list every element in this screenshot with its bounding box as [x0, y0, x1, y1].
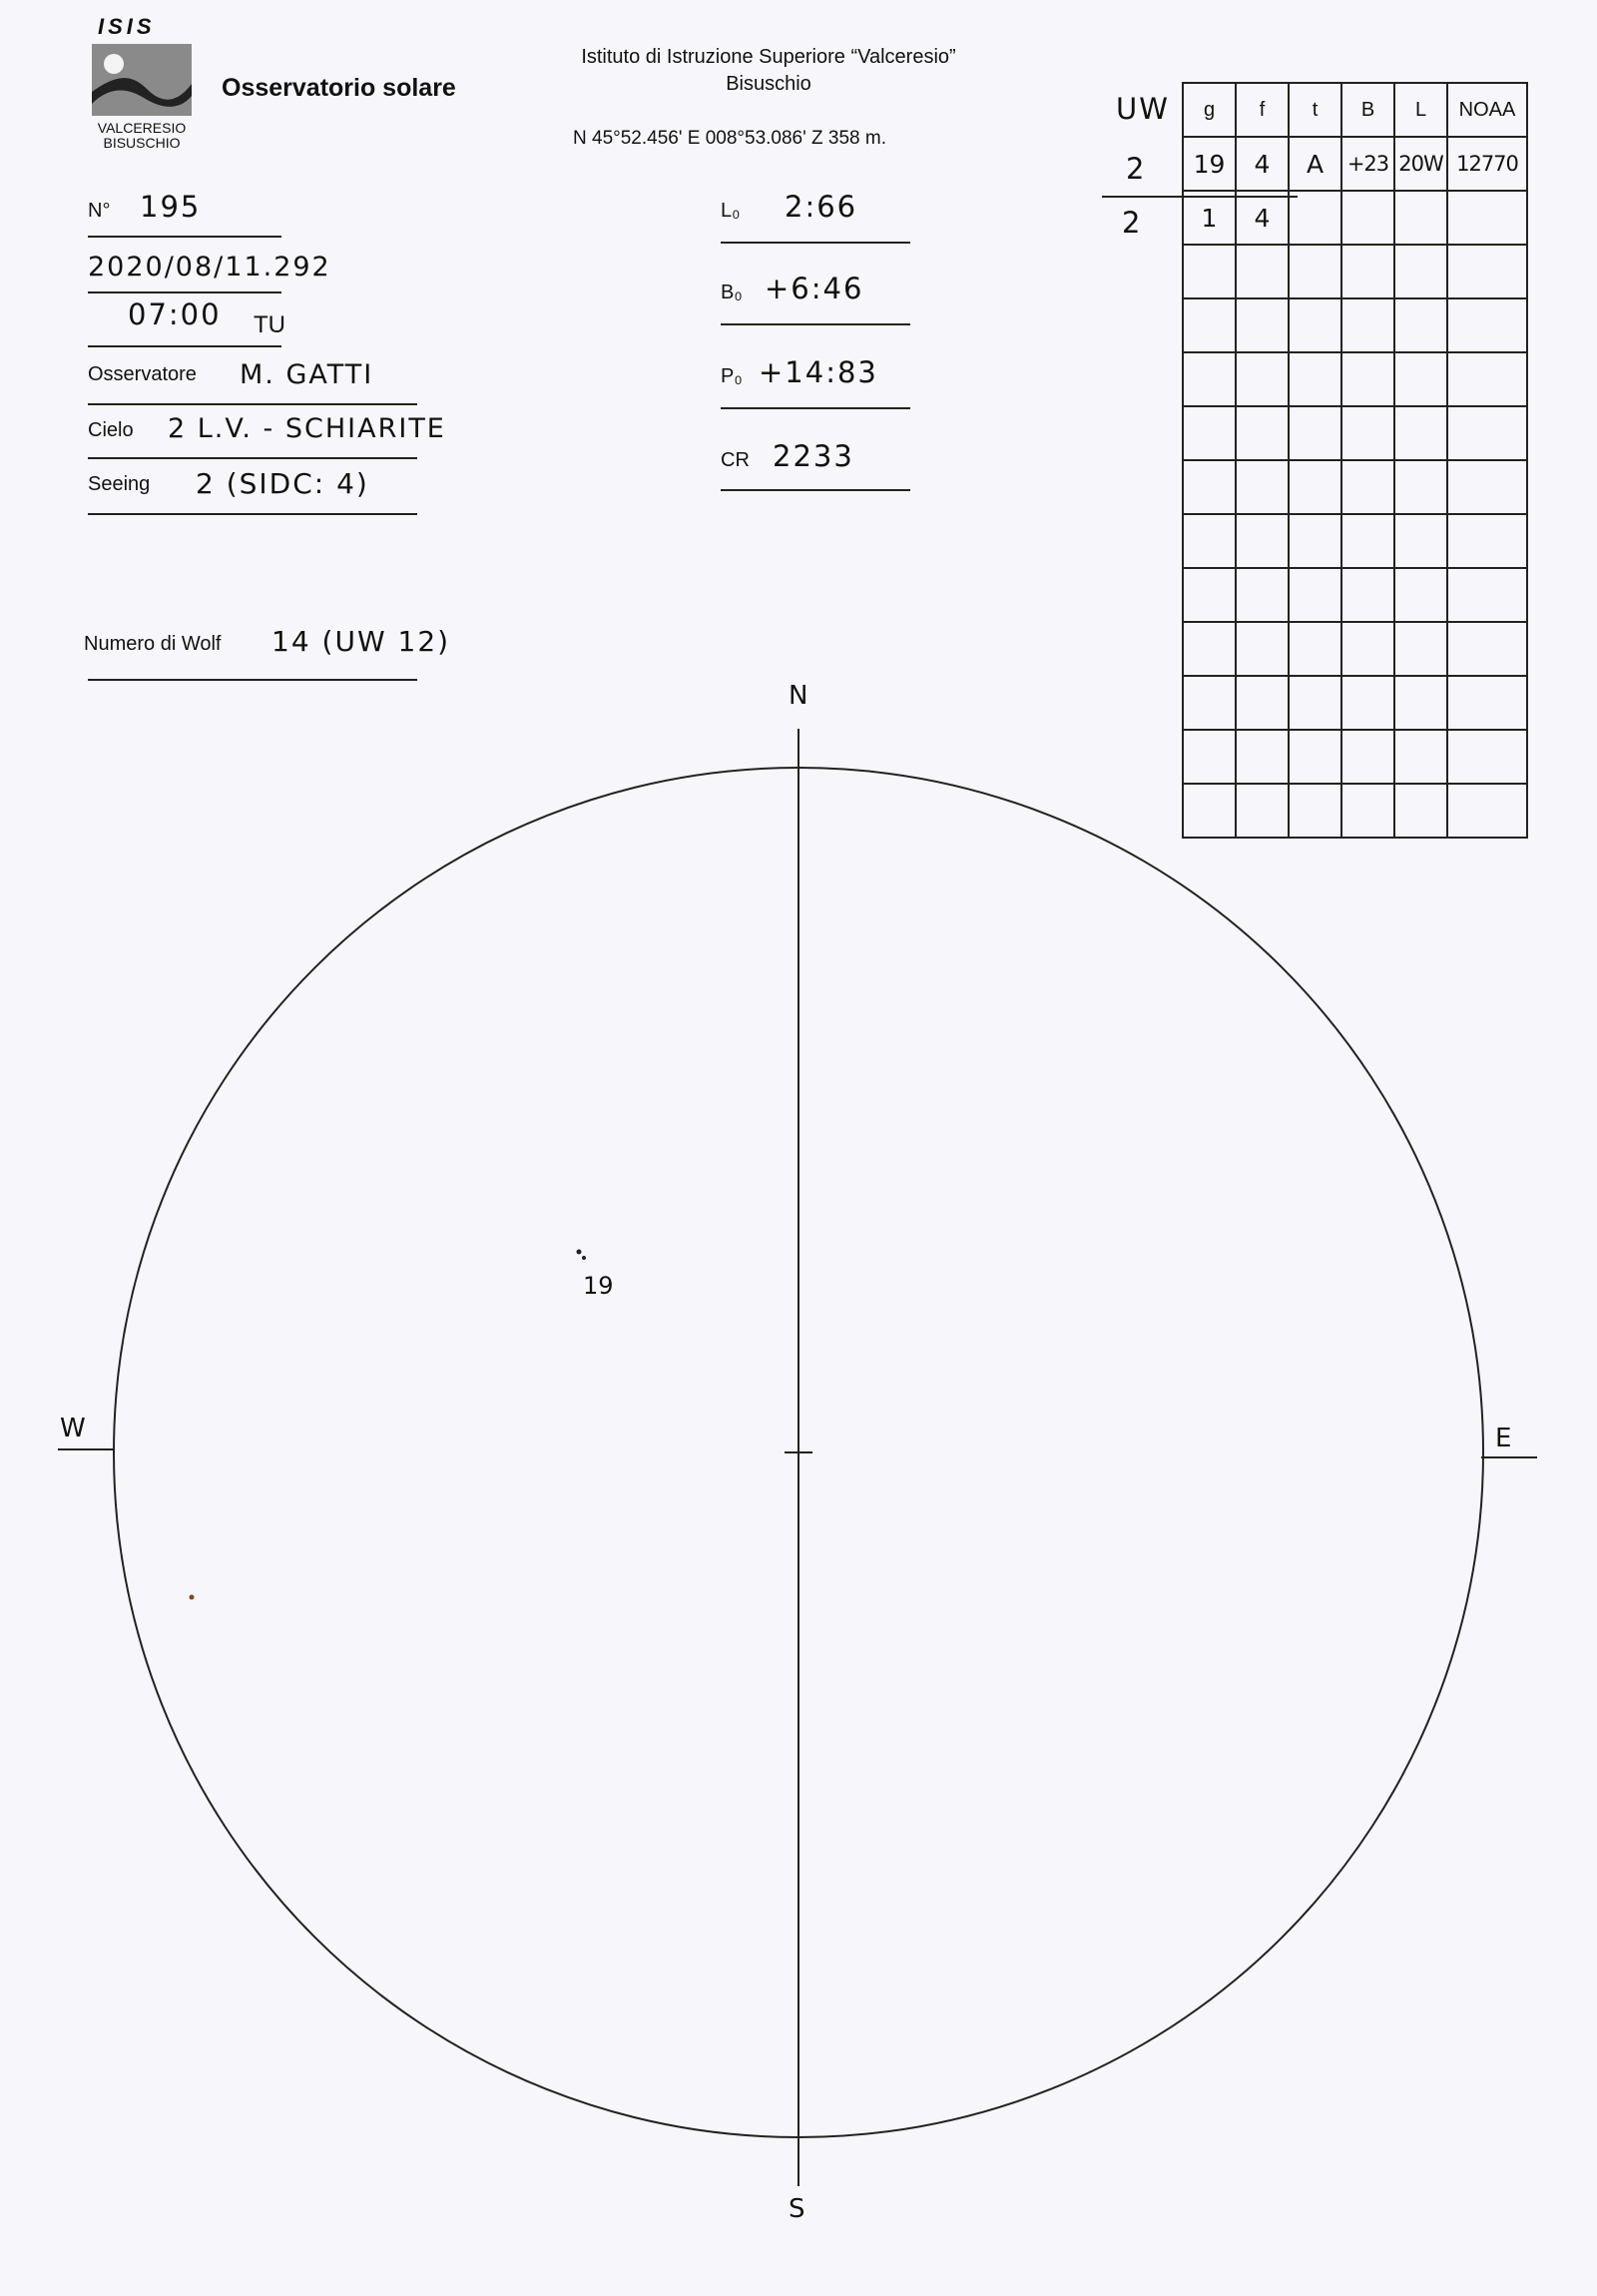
logo-sub-line2: BISUSCHIO	[103, 135, 181, 151]
p0-value: +14:83	[759, 355, 878, 389]
col-noaa: NOAA	[1447, 83, 1527, 137]
observer-value: M. GATTI	[240, 359, 374, 390]
logo-mark-text: ISIS	[98, 14, 156, 39]
time-unit: TU	[254, 311, 285, 338]
site-coordinates: N 45°52.456' E 008°53.086' Z 358 m.	[573, 128, 886, 149]
col-t: t	[1289, 83, 1341, 137]
observatory-title: Osservatorio solare	[222, 74, 456, 102]
logo-sub-line1: VALCERESIO	[97, 120, 187, 136]
l0-value: 2:66	[785, 190, 858, 224]
paper-speck	[190, 1595, 195, 1600]
uw-row-1: 2	[1126, 152, 1147, 186]
seeing-value: 2 (SIDC: 4)	[196, 467, 369, 500]
number-value: 195	[140, 190, 202, 224]
date-value: 2020/08/11.292	[88, 252, 331, 283]
table-cell: 4	[1236, 137, 1289, 191]
sunspot	[577, 1250, 582, 1255]
institute-town: Bisuschio	[726, 73, 811, 95]
west-label: W	[60, 1414, 88, 1443]
b0-label: B₀	[721, 282, 743, 303]
table-cell: 19	[1183, 137, 1236, 191]
cr-label: CR	[721, 449, 750, 471]
north-label: N	[789, 681, 810, 711]
p0-label: P₀	[721, 365, 743, 387]
wolf-label: Numero di Wolf	[84, 633, 222, 655]
institute-name: Istituto di Istruzione Superiore “Valceresio”	[581, 46, 956, 68]
table-cell: 1	[1183, 191, 1236, 245]
table-cell: 4	[1236, 191, 1289, 245]
wolf-value: 14 (UW 12)	[271, 625, 451, 658]
table-cell: A	[1289, 137, 1341, 191]
col-l: L	[1394, 83, 1447, 137]
sunspot	[582, 1256, 586, 1260]
uw-row-2: 2	[1122, 206, 1143, 240]
col-b: B	[1341, 83, 1394, 137]
seeing-label: Seeing	[88, 473, 151, 495]
l0-label: L₀	[721, 200, 741, 222]
sky-value: 2 L.V. - SCHIARITE	[168, 413, 446, 444]
observer-label: Osservatore	[88, 363, 197, 385]
table-cell: +23	[1341, 137, 1394, 191]
group-label: 19	[583, 1272, 614, 1300]
east-label: E	[1495, 1424, 1514, 1453]
col-f: f	[1236, 83, 1289, 137]
sky-label: Cielo	[88, 419, 134, 441]
number-label: N°	[88, 200, 111, 222]
b0-value: +6:46	[765, 272, 864, 305]
col-g: g	[1183, 83, 1236, 137]
cr-value: 2233	[773, 439, 854, 473]
time-value: 07:00	[128, 297, 222, 331]
south-label: S	[789, 2194, 807, 2224]
table-cell: 20W	[1394, 137, 1447, 191]
table-cell: 12770	[1447, 137, 1527, 191]
uw-header: UW	[1116, 92, 1170, 126]
